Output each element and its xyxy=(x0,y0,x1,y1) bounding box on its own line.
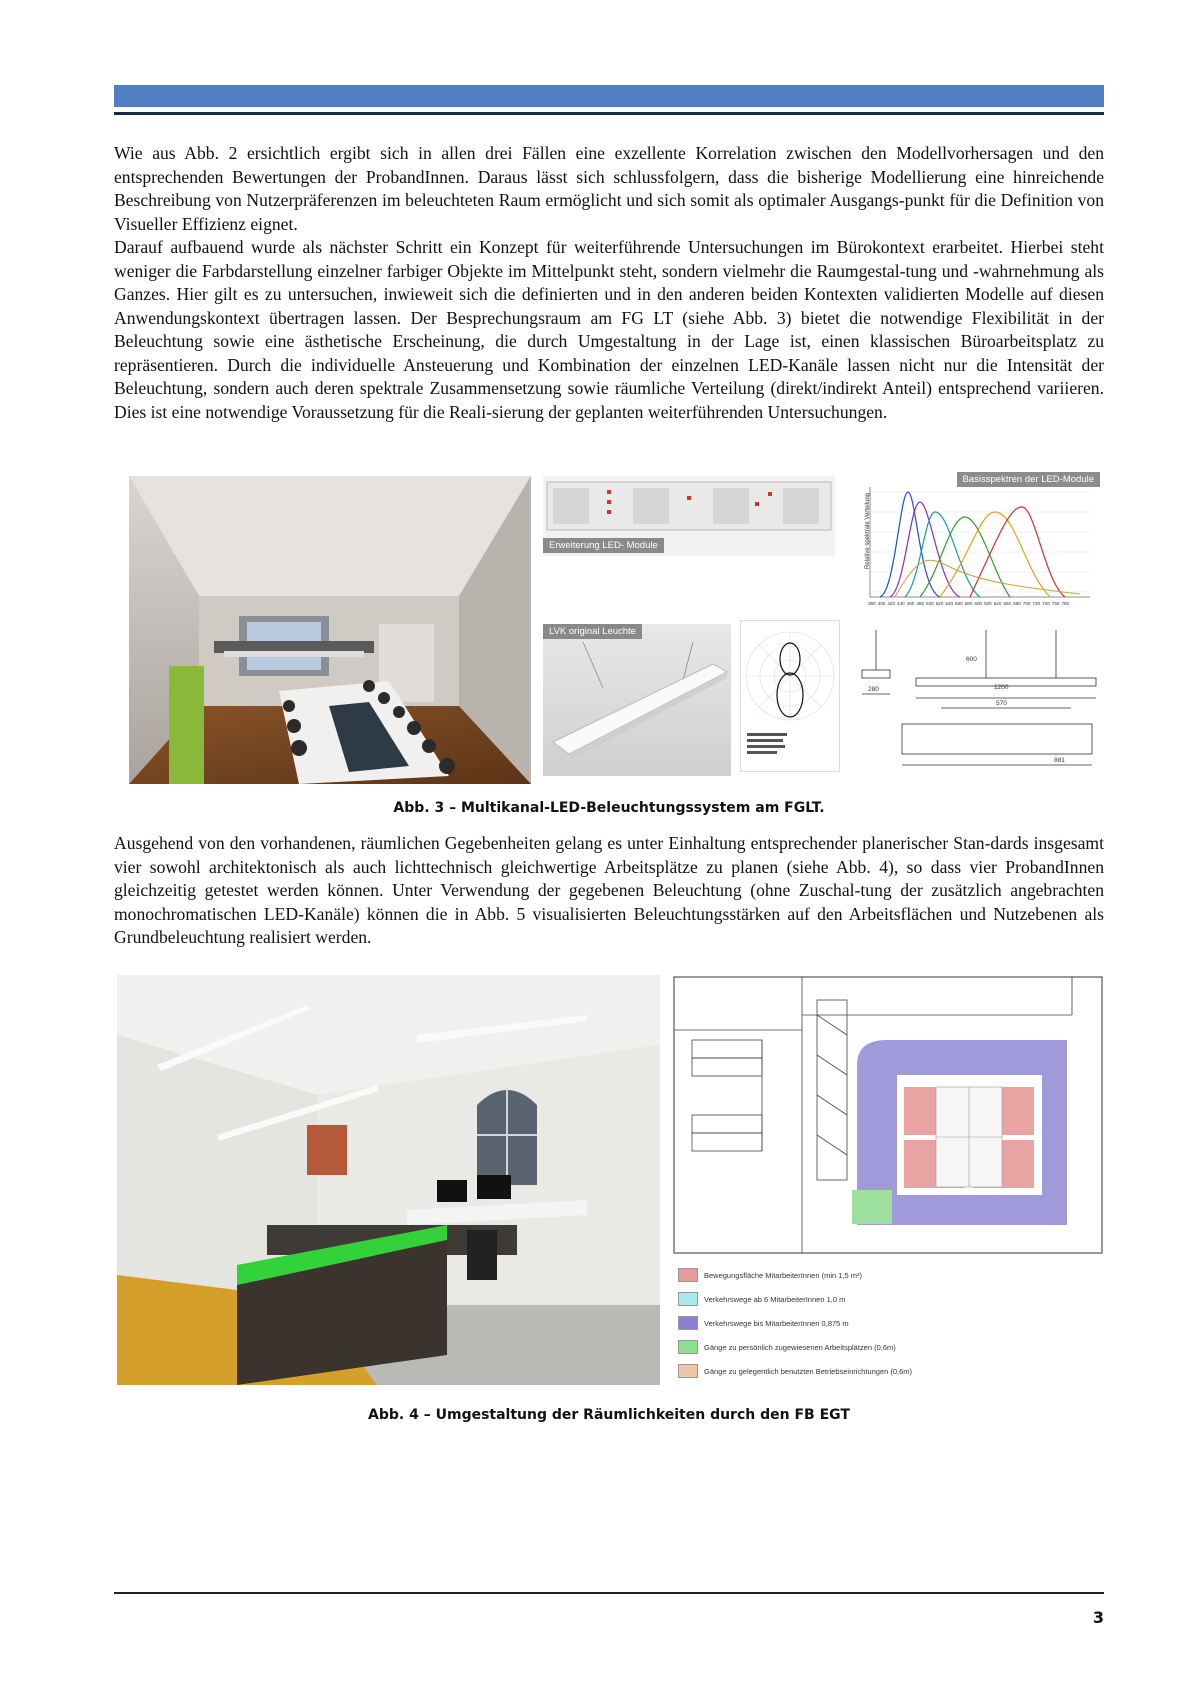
luminaire-image xyxy=(543,624,731,776)
legend-item xyxy=(678,1315,849,1331)
xtick: 460 xyxy=(906,601,915,606)
xtick: 540 xyxy=(945,601,954,606)
legend-label: Verkehrswege bis MitarbeiterInnen 0,875 m xyxy=(704,1318,849,1328)
xtick: 700 xyxy=(1022,601,1031,606)
spectra-label: Basisspektren der LED-Module xyxy=(957,472,1100,487)
text-block-2 xyxy=(114,832,1104,950)
xtick: 780 xyxy=(1061,601,1070,606)
legend-item xyxy=(678,1267,862,1283)
xtick: 660 xyxy=(1003,601,1012,606)
xtick: 480 xyxy=(916,601,925,606)
xtick: 600 xyxy=(974,601,983,606)
legend-label: Verkehrswege ab 6 MitarbeiterInnen 1,0 m xyxy=(704,1294,846,1304)
xtick: 400 xyxy=(877,601,886,606)
legend-item xyxy=(678,1339,896,1355)
text-block-1 xyxy=(114,142,1104,424)
luminaire-dimension-drawing xyxy=(846,620,1100,780)
page-number: 3 xyxy=(1092,1608,1104,1627)
paragraph-3: Ausgehend von den vorhandenen, räumlichen Gegebenheiten gelang es unter Einhaltung entsprechender planerischer Stan-dards insgesamt vier sowohl architektonisch als auch lichttechnisch gleichwertige Arbeitsplätze zu planen (siehe Abb. 4), so dass vier ProbandInnen gleichzeitig getestet werden können. Unter Verwendung der gegebenen Beleuchtung (ohne Zuschal-tung der zusätzlich angebrachten monochromatischen LED-Kanäle) können die in Abb. 5 visualisierten Beleuchtungsstärken auf den Arbeitsflächen und Nutzebenen als Grundbeleuchtung realisiert werden. xyxy=(114,833,1104,947)
legend-swatch xyxy=(678,1316,698,1330)
dim-label: 280 xyxy=(868,686,879,693)
header-bar xyxy=(114,85,1104,107)
spectra-xticks xyxy=(868,601,1069,606)
xtick: 500 xyxy=(926,601,934,606)
light-distribution-diagram xyxy=(740,620,840,772)
dim-label: 600 xyxy=(966,656,977,663)
legend-swatch xyxy=(678,1268,698,1282)
legend-label: Bewegungsfläche MitarbeiterInnen (min 1,5 m²) xyxy=(704,1270,862,1280)
legend-swatch xyxy=(678,1292,698,1306)
xtick: 520 xyxy=(935,601,944,606)
figure-3-caption: Abb. 3 – Multikanal-LED-Beleuchtungssystem am FGLT. xyxy=(393,800,825,816)
paragraph-1: Wie aus Abb. 2 ersichtlich ergibt sich in allen drei Fällen eine exzellente Korrelation zwischen den Modellvorhersagen und den entsprechenden Bewertungen der ProbandInnen. Daraus lässt sich schlussfolgern, dass die bisherige Modellierung eine hinreichende Beschreibung von Nutzerpräferenzen im beleuchteten Raum ermöglicht und sich somit als optimaler Ausgangs-punkt für die Definition von Visueller Effizienz eignet. xyxy=(114,143,1104,234)
legend-label: Gänge zu persönlich zugewiesenen Arbeitsplätzen (0,6m) xyxy=(704,1342,896,1352)
xtick: 760 xyxy=(1051,601,1060,606)
legend-swatch xyxy=(678,1340,698,1354)
xtick: 620 xyxy=(984,601,992,606)
led-modules-label: Erweiterung LED- Module xyxy=(543,538,664,553)
legend-label: Gänge zu gelegentlich benutzten Betriebseinrichtungen (0,6m) xyxy=(704,1366,913,1376)
floor-plan-legend xyxy=(678,1267,1098,1377)
xtick: 440 xyxy=(897,601,905,606)
spectra-chart xyxy=(850,472,1100,614)
header-rule xyxy=(114,112,1104,115)
xtick: 580 xyxy=(964,601,973,606)
xtick: 640 xyxy=(993,601,1002,606)
spectra-ylabel: Relative spektrale Verteilung xyxy=(865,492,872,570)
xtick: 680 xyxy=(1013,601,1021,606)
dim-label: 570 xyxy=(996,700,1007,707)
dim-label: 881 xyxy=(1054,757,1065,764)
legend-item xyxy=(678,1291,845,1307)
luminaire-label: LVK original Leuchte xyxy=(543,624,642,639)
footer-rule xyxy=(114,1592,1104,1594)
legend-swatch xyxy=(678,1364,698,1378)
xtick: 560 xyxy=(955,601,963,606)
xtick: 380 xyxy=(868,601,876,606)
office-rendering xyxy=(117,975,660,1385)
paragraph-2: Darauf aufbauend wurde als nächster Schritt ein Konzept für weiterführende Untersuchungen im Bürokontext erarbeitet. Hierbei steht weniger die Farbdarstellung einzelner farbiger Objekte im Mittelpunkt steht, sondern vielmehr die Raumgestal-tung und -wahrnehmung als Ganzes. Hier gilt es zu untersuchen, inwieweit sich die definierten und in den anderen beiden Kontexten validierten Modelle auf diesen Anwendungskontext übertragen lassen. Der Besprechungsraum am FG LT (siehe Abb. 3) bietet die notwendige Flexibilität in der Beleuchtung sowie eine ästhetische Erscheinung, die durch Umgestaltung in der Lage ist, einen klassischen Büroarbeitsplatz zu repräsentieren. Durch die individuelle Ansteuerung und Kombination der einzelnen LED-Kanäle lassen nicht nur die Intensität der Beleuchtung, sondern auch deren spektrale Zusammensetzung sowie räumliche Verteilung (direkt/indirekt Anteil) entsprechend variieren. Dies ist eine notwendige Voraussetzung für die Reali-sierung der geplanten weiterführenden Untersuchungen. xyxy=(114,237,1104,422)
xtick: 740 xyxy=(1042,601,1050,606)
led-modules-image xyxy=(543,476,835,556)
legend-item xyxy=(678,1363,912,1379)
figure-4-caption: Abb. 4 – Umgestaltung der Räumlichkeiten durch den FB EGT xyxy=(368,1407,850,1423)
xtick: 720 xyxy=(1032,601,1041,606)
meeting-room-photo xyxy=(129,476,531,784)
floor-plan xyxy=(672,975,1104,1380)
dim-label: 1200 xyxy=(994,684,1009,691)
xtick: 420 xyxy=(887,601,896,606)
